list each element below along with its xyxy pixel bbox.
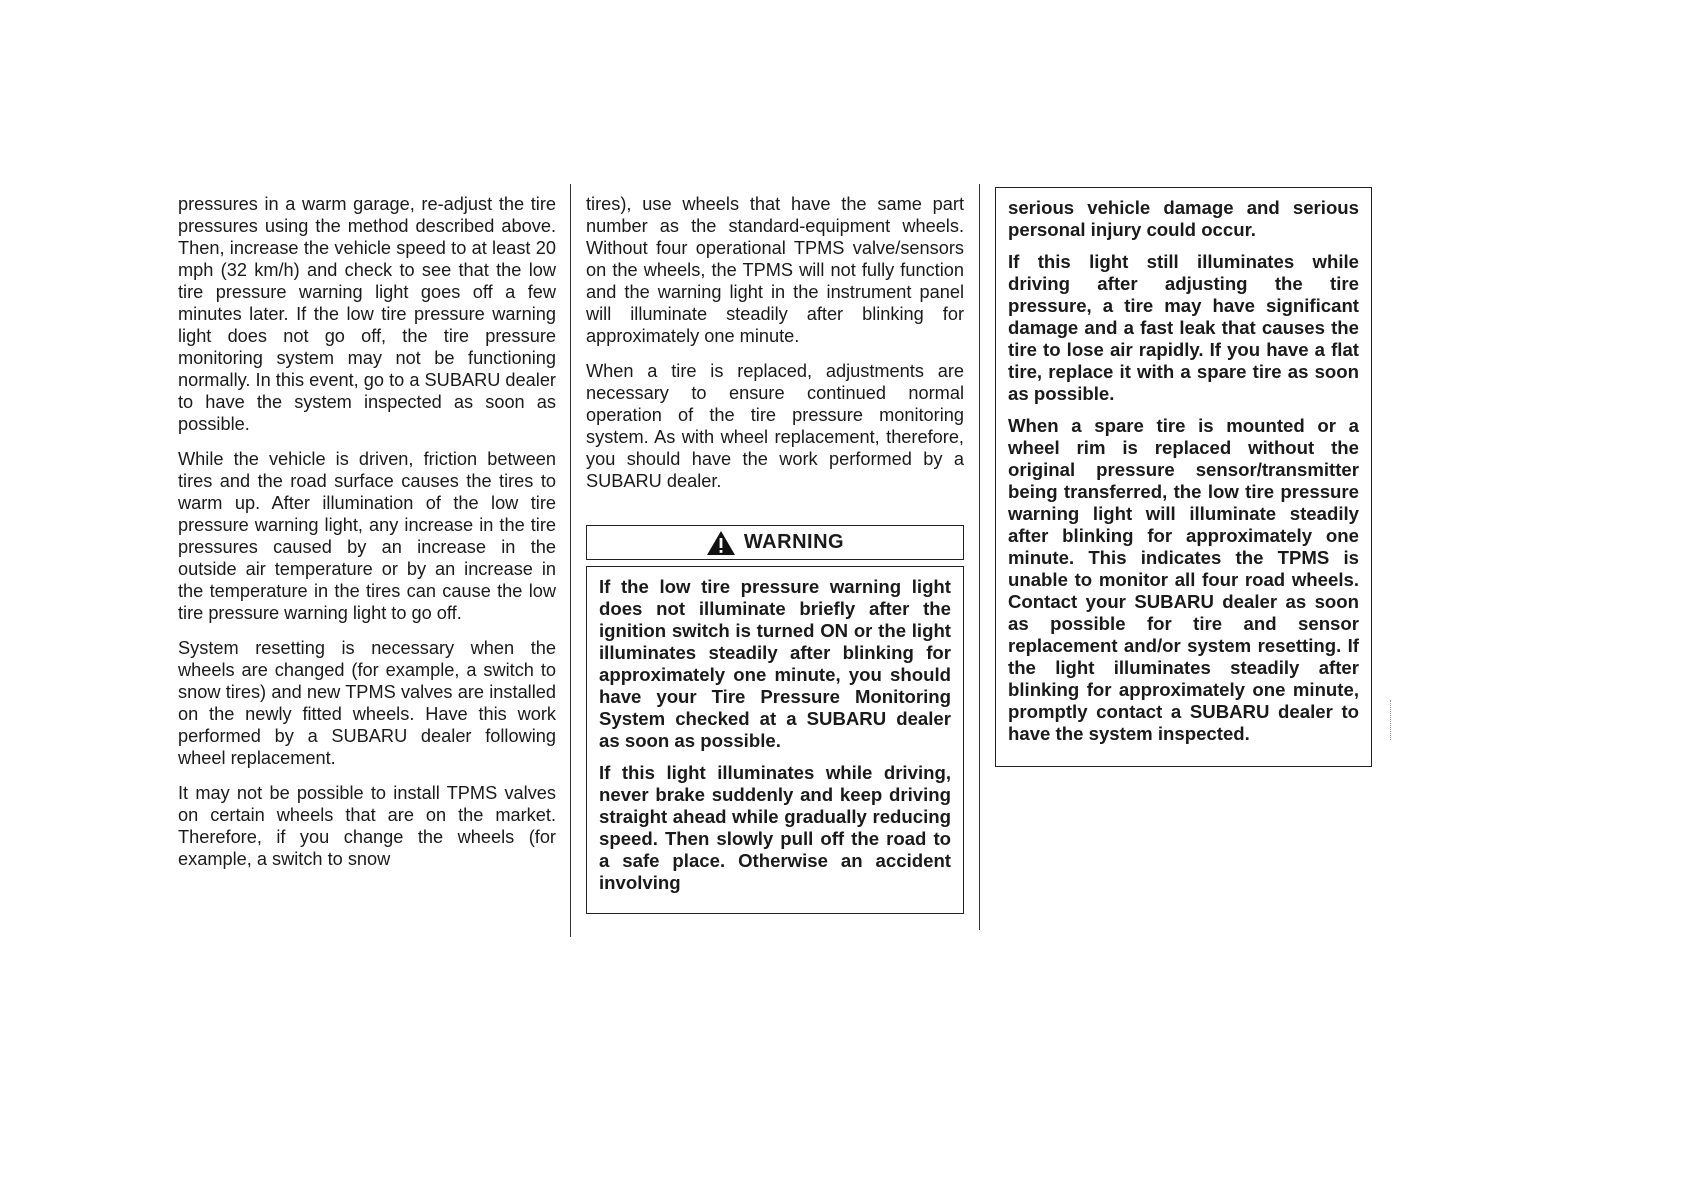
column-divider-left bbox=[570, 184, 571, 937]
warning-box-continued bbox=[995, 187, 1372, 767]
warning-paragraph-while-driving: If this light illuminates while driving, never brake suddenly and keep driving straight ahead while gradually reducing speed. Then slowly pull off the road to a safe place. Otherwise an accident involving bbox=[599, 762, 951, 893]
column-divider-right bbox=[979, 184, 980, 930]
paragraph-friction: While the vehicle is driven, friction between tires and the road surface causes the tires to warm up. After illumination of the low tire pressure warning light, any increase in the tire pressures caused by an increase in the outside air temperature or by an increase in the temperature in the tires can cause the low tire pressure warning light to go off. bbox=[178, 449, 556, 623]
warning-paragraph-not-illuminate: If the low tire pressure warning light does not illuminate briefly after the ignition switch is turned ON or the light illuminates steadily after blinking for approximately one minute, you should have your Tire Pressure Monitoring System checked at a SUBARU dealer as soon as possible. bbox=[599, 576, 951, 751]
paragraph-warm-garage: pressures in a warm garage, re-adjust the tire pressures using the method described above. Then, increase the vehicle speed to at least 20 mph (32 km/h) and check to see that the low tire pressure warning light goes off a few minutes later. If the low tire pressure warning light does not go off, the tire pressure monitoring system may not be functioning normally. In this event, go to a SUBARU dealer to have the system inspected as soon as possible. bbox=[178, 194, 556, 434]
page-edge-mark bbox=[1390, 700, 1393, 740]
paragraph-install-valves: It may not be possible to install TPMS valves on certain wheels that are on the market. Therefore, if you change the wheels (for example, a switch to snow bbox=[178, 783, 556, 869]
paragraph-system-resetting: System resetting is necessary when the wheels are changed (for example, a switch to snow tires) and new TPMS valves are installed on the newly fitted wheels. Have this work performed by a SUBARU dealer following wheel replacement. bbox=[178, 638, 556, 768]
warning-label: WARNING bbox=[743, 531, 845, 553]
text-column-middle bbox=[586, 193, 964, 505]
warning-triangle-icon bbox=[706, 530, 736, 556]
paragraph-same-part-number: tires), use wheels that have the same part number as the standard-equipment wheels. Without four operational TPMS valve/sensors on the wheels, the TPMS will not fully function and the warning light in the instrument panel will illuminate steadily after blinking for approximately one minute. bbox=[586, 194, 964, 346]
warning-paragraph-spare-tire: When a spare tire is mounted or a wheel rim is replaced without the original pressure sensor/transmitter being transferred, the low tire pressure warning light will illuminate steadily after blinking for approximately one minute. This indicates the TPMS is unable to monitor all four road wheels. Contact your SUBARU dealer as soon as possible for tire and sensor replacement and/or system resetting. If the light illuminates steadily after blinking for approximately one minute, promptly contact a SUBARU dealer to have the system inspected. bbox=[1008, 415, 1359, 744]
warning-header bbox=[586, 525, 964, 560]
warning-paragraph-still-illuminates: If this light still illuminates while driving after adjusting the tire pressure, a tire may have significant damage and a fast leak that causes the tire to lose air rapidly. If you have a flat tire, replace it with a spare tire as soon as possible. bbox=[1008, 251, 1359, 404]
warning-box bbox=[586, 566, 964, 914]
warning-paragraph-serious-damage: serious vehicle damage and serious personal injury could occur. bbox=[1008, 197, 1359, 240]
text-column-left bbox=[178, 193, 556, 883]
paragraph-tire-replaced: When a tire is replaced, adjustments are necessary to ensure continued normal operation of the tire pressure monitoring system. As with wheel replacement, therefore, you should have the work performed by a SUBARU dealer. bbox=[586, 361, 964, 491]
